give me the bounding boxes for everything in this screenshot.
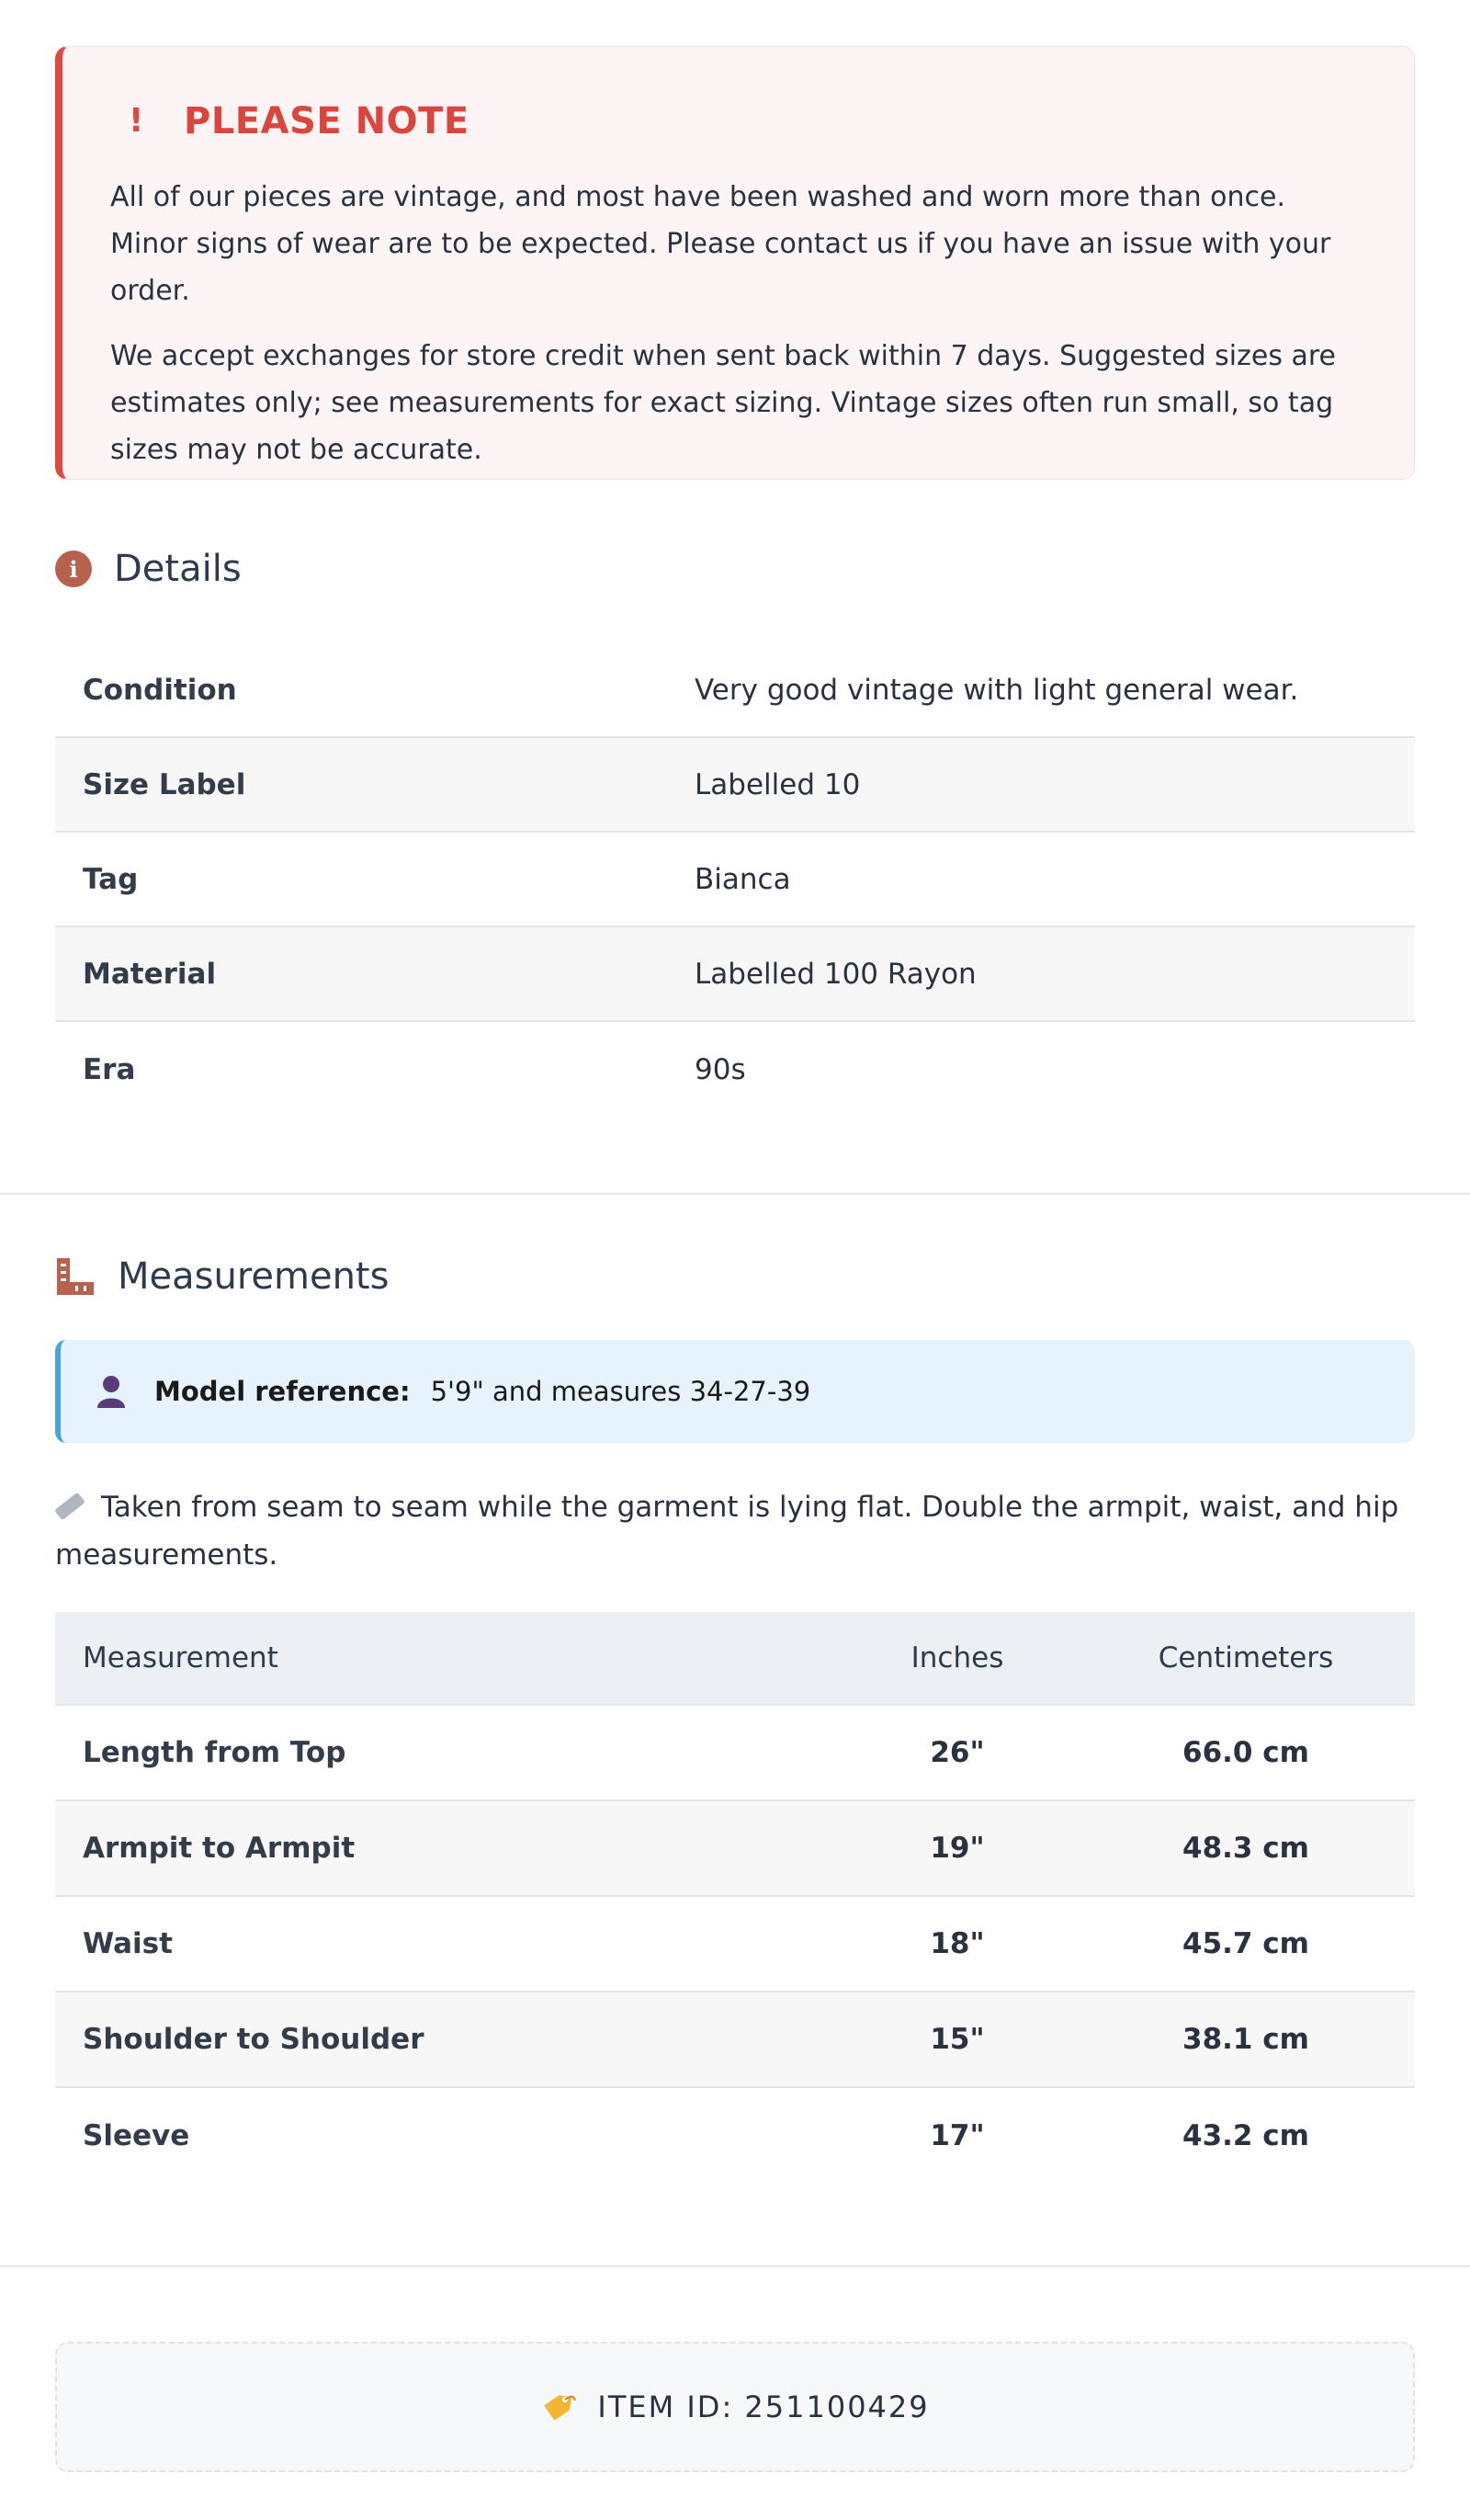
model-reference-label: Model reference: bbox=[154, 1376, 411, 1407]
detail-value: 90s bbox=[695, 1052, 746, 1086]
exclamation-icon: ! bbox=[129, 102, 144, 140]
details-title: Details bbox=[114, 548, 242, 590]
measurement-name: Sleeve bbox=[83, 2119, 190, 2152]
table-row bbox=[55, 1801, 1415, 1897]
detail-value: Labelled 100 Rayon bbox=[695, 957, 977, 991]
measurement-name: Length from Top bbox=[83, 1736, 346, 1769]
details-row bbox=[55, 927, 1415, 1022]
section-divider bbox=[0, 2265, 1470, 2267]
straight-ruler-icon bbox=[54, 1492, 85, 1520]
column-header: Measurement bbox=[83, 1641, 278, 1674]
measurement-name: Waist bbox=[83, 1927, 173, 1960]
detail-label: Era bbox=[83, 1052, 136, 1086]
measurement-cm: 43.2 cm bbox=[1182, 2119, 1309, 2152]
measurement-inches: 17" bbox=[930, 2119, 985, 2152]
measurement-note bbox=[55, 1483, 1415, 1579]
detail-label: Tag bbox=[83, 862, 139, 896]
ruler-icon bbox=[55, 1256, 96, 1297]
measurement-inches: 18" bbox=[930, 1927, 985, 1960]
detail-value: Bianca bbox=[695, 862, 791, 896]
measurements-title: Measurements bbox=[118, 1255, 390, 1298]
measurement-cm: 66.0 cm bbox=[1182, 1736, 1309, 1769]
notice-paragraph: All of our pieces are vintage, and most have been washed and worn more than once. Minor signs of wear are to be expected. Please contact us if you have an issue with your order. bbox=[110, 181, 1331, 307]
price-tag-icon bbox=[540, 2391, 577, 2423]
table-row bbox=[55, 2088, 1415, 2184]
measurement-note-text: Taken from seam to seam while the garment is lying flat. Double the armpit, waist, and hip measurements. bbox=[55, 1491, 1399, 1572]
model-reference-box bbox=[55, 1340, 1415, 1443]
please-note-notice bbox=[55, 46, 1415, 480]
notice-title: PLEASE NOTE bbox=[184, 100, 469, 142]
info-icon: i bbox=[55, 551, 92, 587]
item-id-box bbox=[55, 2342, 1415, 2472]
measurement-cm: 48.3 cm bbox=[1182, 1832, 1309, 1865]
measurement-name: Shoulder to Shoulder bbox=[83, 2023, 424, 2056]
person-icon bbox=[96, 1375, 127, 1408]
section-divider bbox=[0, 1193, 1470, 1195]
item-id: ITEM ID: 251100429 bbox=[597, 2389, 930, 2424]
table-header-row bbox=[55, 1612, 1415, 1706]
column-header: Inches bbox=[910, 1641, 1004, 1674]
notice-paragraph: We accept exchanges for store credit when sent back within 7 days. Suggested sizes are estimates only; see measurements for exact sizing. Vintage sizes often run small, so tag sizes may not be accurate. bbox=[110, 340, 1337, 466]
measurement-inches: 15" bbox=[930, 2023, 985, 2056]
details-table bbox=[55, 643, 1415, 1117]
details-row bbox=[55, 738, 1415, 833]
details-row bbox=[55, 1022, 1415, 1117]
detail-label: Size Label bbox=[83, 767, 246, 801]
detail-label: Condition bbox=[83, 673, 237, 707]
details-row bbox=[55, 643, 1415, 738]
detail-value: Labelled 10 bbox=[695, 767, 861, 801]
column-header: Centimeters bbox=[1158, 1641, 1334, 1674]
measurement-inches: 19" bbox=[930, 1832, 985, 1865]
measurement-inches: 26" bbox=[930, 1736, 985, 1769]
table-row bbox=[55, 1706, 1415, 1801]
detail-label: Material bbox=[83, 957, 217, 991]
table-row bbox=[55, 1897, 1415, 1992]
measurement-name: Armpit to Armpit bbox=[83, 1832, 356, 1865]
measurements-table bbox=[55, 1612, 1415, 2184]
model-reference-value: 5'9" and measures 34-27-39 bbox=[430, 1376, 811, 1407]
measurements-header bbox=[55, 1255, 1415, 1298]
notice-header bbox=[110, 100, 1368, 142]
details-header bbox=[55, 548, 1415, 590]
measurement-cm: 38.1 cm bbox=[1182, 2023, 1309, 2056]
detail-value: Very good vintage with light general wear. bbox=[695, 673, 1299, 707]
table-row bbox=[55, 1992, 1415, 2088]
measurement-cm: 45.7 cm bbox=[1182, 1927, 1309, 1960]
details-row bbox=[55, 833, 1415, 927]
